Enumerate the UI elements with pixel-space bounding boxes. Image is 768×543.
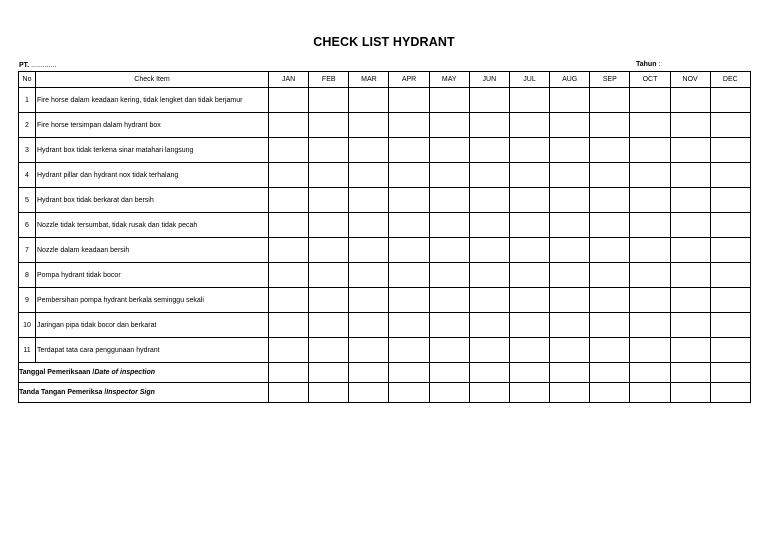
check-cell-may[interactable] [429, 188, 469, 213]
check-cell-apr[interactable] [389, 113, 429, 138]
check-cell-sep[interactable] [590, 313, 630, 338]
inspector-sign-label [19, 383, 269, 403]
check-cell-feb[interactable] [309, 113, 349, 138]
inspection-date-cell-sep[interactable] [590, 363, 630, 383]
table-row [19, 288, 751, 313]
check-cell-sep[interactable] [590, 188, 630, 213]
row-number: 10 [19, 313, 36, 338]
check-cell-apr[interactable] [389, 338, 429, 363]
table-row [19, 263, 751, 288]
table-row [19, 238, 751, 263]
check-cell-nov[interactable] [670, 213, 710, 238]
row-number: 9 [19, 288, 36, 313]
inspector-sign-label-en: Inspector Sign [106, 389, 155, 396]
header-month-nov: NOV [670, 72, 710, 88]
check-cell-jan[interactable] [269, 188, 309, 213]
check-cell-sep[interactable] [590, 263, 630, 288]
check-cell-nov[interactable] [670, 138, 710, 163]
row-number: 7 [19, 238, 36, 263]
inspector-sign-cell-jan[interactable] [269, 383, 309, 403]
check-cell-oct[interactable] [630, 263, 670, 288]
row-number: 11 [19, 338, 36, 363]
check-cell-nov[interactable] [670, 163, 710, 188]
check-cell-mar[interactable] [349, 288, 389, 313]
check-cell-jul[interactable] [509, 188, 549, 213]
inspection-date-cell-jan[interactable] [269, 363, 309, 383]
check-cell-oct[interactable] [630, 213, 670, 238]
inspector-sign-cell-sep[interactable] [590, 383, 630, 403]
check-cell-nov[interactable] [670, 238, 710, 263]
check-cell-sep[interactable] [590, 338, 630, 363]
inspection-date-cell-apr[interactable] [389, 363, 429, 383]
check-item: Hydrant pillar dan hydrant nox tidak terhalang [36, 163, 269, 188]
check-cell-apr[interactable] [389, 238, 429, 263]
inspection-date-label-en: Date of inspection [94, 369, 156, 376]
check-cell-apr[interactable] [389, 213, 429, 238]
check-cell-may[interactable] [429, 113, 469, 138]
check-cell-jan[interactable] [269, 138, 309, 163]
check-cell-dec[interactable] [710, 263, 750, 288]
inspector-sign-cell-jul[interactable] [509, 383, 549, 403]
check-cell-feb[interactable] [309, 263, 349, 288]
check-cell-jul[interactable] [509, 138, 549, 163]
check-cell-dec[interactable] [710, 213, 750, 238]
header-month-dec: DEC [710, 72, 750, 88]
check-item: Fire horse dalam keadaan kering, tidak lengket dan tidak berjamur [36, 88, 269, 113]
check-cell-apr[interactable] [389, 163, 429, 188]
check-cell-aug[interactable] [550, 138, 590, 163]
inspection-date-cell-dec[interactable] [710, 363, 750, 383]
check-cell-jan[interactable] [269, 213, 309, 238]
row-number: 4 [19, 163, 36, 188]
inspector-sign-cell-mar[interactable] [349, 383, 389, 403]
check-cell-jan[interactable] [269, 113, 309, 138]
check-cell-mar[interactable] [349, 163, 389, 188]
header-month-sep: SEP [590, 72, 630, 88]
check-cell-oct[interactable] [630, 138, 670, 163]
check-cell-mar[interactable] [349, 313, 389, 338]
check-cell-dec[interactable] [710, 288, 750, 313]
inspector-sign-cell-jun[interactable] [469, 383, 509, 403]
header-month-jun: JUN [469, 72, 509, 88]
header-month-aug: AUG [550, 72, 590, 88]
row-number: 5 [19, 188, 36, 213]
inspection-date-cell-aug[interactable] [550, 363, 590, 383]
document-title: CHECK LIST HYDRANT [313, 35, 455, 49]
inspector-sign-cell-nov[interactable] [670, 383, 710, 403]
check-cell-may[interactable] [429, 138, 469, 163]
check-cell-may[interactable] [429, 238, 469, 263]
check-cell-mar[interactable] [349, 188, 389, 213]
inspection-date-cell-mar[interactable] [349, 363, 389, 383]
check-item: Hydrant box tidak terkena sinar matahari langsung [36, 138, 269, 163]
inspector-sign-cell-dec[interactable] [710, 383, 750, 403]
inspection-date-cell-jul[interactable] [509, 363, 549, 383]
check-cell-aug[interactable] [550, 263, 590, 288]
check-cell-dec[interactable] [710, 163, 750, 188]
check-cell-may[interactable] [429, 338, 469, 363]
year-suffix: : [656, 61, 661, 68]
check-cell-jun[interactable] [469, 113, 509, 138]
check-cell-mar[interactable] [349, 213, 389, 238]
check-cell-jun[interactable] [469, 338, 509, 363]
check-cell-aug[interactable] [550, 88, 590, 113]
year-label: Tahun [636, 61, 657, 68]
check-cell-oct[interactable] [630, 288, 670, 313]
check-cell-mar[interactable] [349, 138, 389, 163]
table-row [19, 338, 751, 363]
row-number: 3 [19, 138, 36, 163]
check-cell-aug[interactable] [550, 288, 590, 313]
check-cell-jul[interactable] [509, 163, 549, 188]
check-cell-mar[interactable] [349, 113, 389, 138]
check-cell-feb[interactable] [309, 138, 349, 163]
inspection-date-label [19, 363, 269, 383]
check-cell-jul[interactable] [509, 313, 549, 338]
check-cell-nov[interactable] [670, 263, 710, 288]
inspection-date-cell-feb[interactable] [309, 363, 349, 383]
check-cell-apr[interactable] [389, 263, 429, 288]
table-row [19, 313, 751, 338]
check-cell-apr[interactable] [389, 313, 429, 338]
check-cell-feb[interactable] [309, 238, 349, 263]
table-row [19, 188, 751, 213]
check-cell-sep[interactable] [590, 163, 630, 188]
inspection-date-cell-oct[interactable] [630, 363, 670, 383]
check-cell-jan[interactable] [269, 288, 309, 313]
check-cell-oct[interactable] [630, 313, 670, 338]
inspector-sign-cell-oct[interactable] [630, 383, 670, 403]
check-cell-sep[interactable] [590, 113, 630, 138]
check-item: Nozzle tidak tersumbat, tidak rusak dan tidak pecah [36, 213, 269, 238]
check-cell-jun[interactable] [469, 263, 509, 288]
check-cell-feb[interactable] [309, 288, 349, 313]
check-item: Nozzle dalam keadaan bersih [36, 238, 269, 263]
check-item: Pembersihan pompa hydrant berkala seminggu sekali [36, 288, 269, 313]
check-cell-may[interactable] [429, 213, 469, 238]
check-cell-aug[interactable] [550, 238, 590, 263]
check-cell-may[interactable] [429, 263, 469, 288]
check-cell-sep[interactable] [590, 288, 630, 313]
table-row [19, 88, 751, 113]
row-number: 8 [19, 263, 36, 288]
inspector-sign-label-id: Tanda Tangan Pemeriksa / [19, 389, 107, 396]
check-cell-nov[interactable] [670, 288, 710, 313]
check-cell-dec[interactable] [710, 188, 750, 213]
check-cell-aug[interactable] [550, 163, 590, 188]
header-month-oct: OCT [630, 72, 670, 88]
check-cell-feb[interactable] [309, 213, 349, 238]
check-cell-aug[interactable] [550, 113, 590, 138]
check-cell-dec[interactable] [710, 238, 750, 263]
check-item: Jaringan pipa tidak bocor dan berkarat [36, 313, 269, 338]
inspection-date-row [19, 363, 751, 383]
check-cell-feb[interactable] [309, 338, 349, 363]
table-row [19, 113, 751, 138]
check-cell-apr[interactable] [389, 188, 429, 213]
check-cell-oct[interactable] [630, 88, 670, 113]
check-cell-mar[interactable] [349, 88, 389, 113]
check-cell-oct[interactable] [630, 338, 670, 363]
check-cell-jul[interactable] [509, 288, 549, 313]
check-cell-oct[interactable] [630, 238, 670, 263]
check-cell-aug[interactable] [550, 313, 590, 338]
table-row [19, 138, 751, 163]
check-cell-feb[interactable] [309, 313, 349, 338]
check-cell-apr[interactable] [389, 288, 429, 313]
table-row [19, 213, 751, 238]
check-cell-sep[interactable] [590, 238, 630, 263]
header-row [19, 72, 751, 88]
check-cell-aug[interactable] [550, 338, 590, 363]
check-cell-dec[interactable] [710, 113, 750, 138]
check-cell-nov[interactable] [670, 313, 710, 338]
check-cell-jul[interactable] [509, 338, 549, 363]
header-month-feb: FEB [309, 72, 349, 88]
inspection-date-cell-nov[interactable] [670, 363, 710, 383]
check-cell-jun[interactable] [469, 163, 509, 188]
inspector-sign-cell-aug[interactable] [550, 383, 590, 403]
check-cell-jan[interactable] [269, 88, 309, 113]
check-cell-jun[interactable] [469, 188, 509, 213]
inspection-date-cell-jun[interactable] [469, 363, 509, 383]
check-cell-nov[interactable] [670, 338, 710, 363]
check-cell-apr[interactable] [389, 88, 429, 113]
check-cell-oct[interactable] [630, 188, 670, 213]
check-cell-oct[interactable] [630, 113, 670, 138]
check-cell-may[interactable] [429, 88, 469, 113]
header-check-item: Check Item [36, 72, 269, 88]
check-cell-dec[interactable] [710, 138, 750, 163]
year-field [636, 61, 660, 68]
check-cell-nov[interactable] [670, 113, 710, 138]
check-cell-dec[interactable] [710, 313, 750, 338]
check-cell-nov[interactable] [670, 88, 710, 113]
inspector-sign-cell-may[interactable] [429, 383, 469, 403]
check-cell-jul[interactable] [509, 88, 549, 113]
company-field [19, 62, 56, 69]
check-cell-aug[interactable] [550, 213, 590, 238]
header-month-apr: APR [389, 72, 429, 88]
check-cell-apr[interactable] [389, 138, 429, 163]
row-number: 2 [19, 113, 36, 138]
check-cell-feb[interactable] [309, 188, 349, 213]
check-cell-jan[interactable] [269, 163, 309, 188]
check-cell-jun[interactable] [469, 138, 509, 163]
check-cell-jun[interactable] [469, 88, 509, 113]
checklist-table [18, 71, 751, 403]
check-cell-may[interactable] [429, 163, 469, 188]
check-cell-sep[interactable] [590, 138, 630, 163]
inspection-date-cell-may[interactable] [429, 363, 469, 383]
check-cell-jun[interactable] [469, 288, 509, 313]
check-item: Terdapat tata cara penggunaan hydrant [36, 338, 269, 363]
inspection-date-label-id: Tanggal Pemeriksaan / [19, 369, 95, 376]
company-placeholder: ............. [31, 62, 57, 69]
inspector-sign-cell-apr[interactable] [389, 383, 429, 403]
check-item: Hydrant box tidak berkarat dan bersih [36, 188, 269, 213]
check-cell-jul[interactable] [509, 238, 549, 263]
check-cell-sep[interactable] [590, 88, 630, 113]
check-cell-jul[interactable] [509, 213, 549, 238]
check-cell-jun[interactable] [469, 213, 509, 238]
check-cell-feb[interactable] [309, 88, 349, 113]
header-month-jul: JUL [509, 72, 549, 88]
check-cell-jan[interactable] [269, 238, 309, 263]
inspector-sign-row [19, 383, 751, 403]
check-cell-dec[interactable] [710, 88, 750, 113]
check-cell-mar[interactable] [349, 338, 389, 363]
table-row [19, 163, 751, 188]
check-item: Fire horse tersimpan dalam hydrant box [36, 113, 269, 138]
check-cell-jun[interactable] [469, 238, 509, 263]
check-cell-jan[interactable] [269, 338, 309, 363]
check-cell-jul[interactable] [509, 263, 549, 288]
header-no: No [19, 72, 36, 88]
check-cell-oct[interactable] [630, 163, 670, 188]
check-cell-dec[interactable] [710, 338, 750, 363]
row-number: 6 [19, 213, 36, 238]
check-cell-aug[interactable] [550, 188, 590, 213]
check-cell-sep[interactable] [590, 213, 630, 238]
header-month-jan: JAN [269, 72, 309, 88]
header-month-may: MAY [429, 72, 469, 88]
check-cell-jun[interactable] [469, 313, 509, 338]
check-cell-mar[interactable] [349, 263, 389, 288]
check-cell-jan[interactable] [269, 313, 309, 338]
inspector-sign-cell-feb[interactable] [309, 383, 349, 403]
row-number: 1 [19, 88, 36, 113]
check-cell-feb[interactable] [309, 163, 349, 188]
check-item: Pompa hydrant tidak bocor [36, 263, 269, 288]
company-label: PT. [19, 62, 30, 69]
check-cell-may[interactable] [429, 288, 469, 313]
check-cell-nov[interactable] [670, 188, 710, 213]
header-month-mar: MAR [349, 72, 389, 88]
check-cell-jan[interactable] [269, 263, 309, 288]
check-cell-mar[interactable] [349, 238, 389, 263]
check-cell-jul[interactable] [509, 113, 549, 138]
check-cell-may[interactable] [429, 313, 469, 338]
